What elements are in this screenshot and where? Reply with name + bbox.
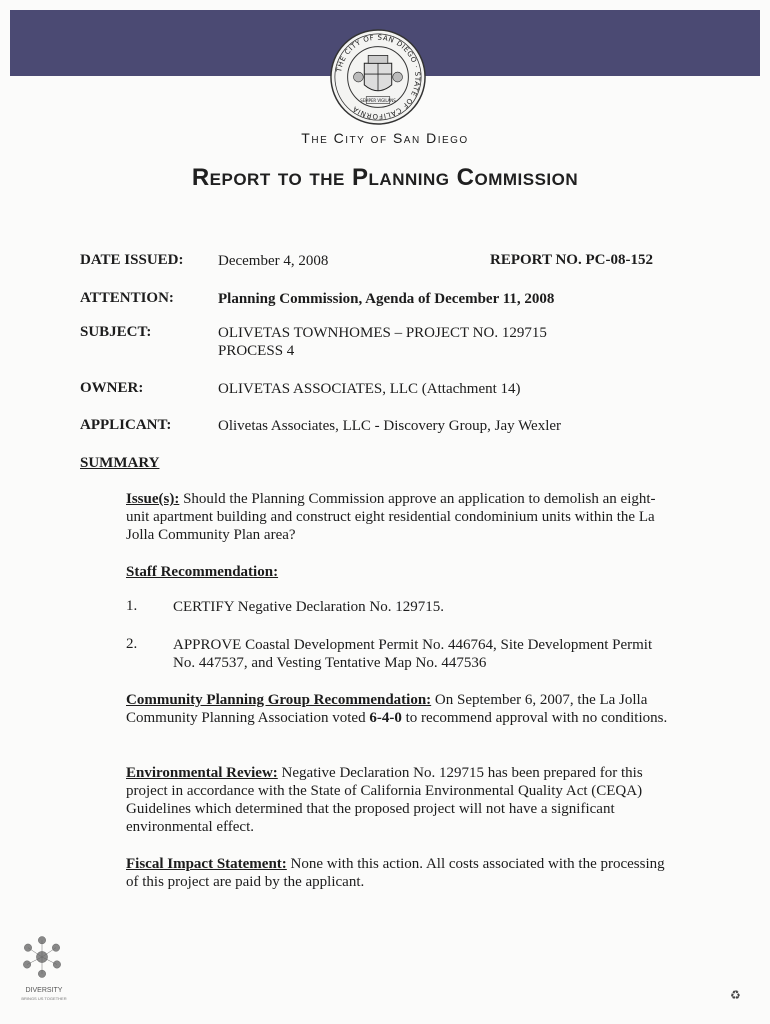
staff-item-1-number: 1. xyxy=(126,598,138,614)
attention-label: ATTENTION: xyxy=(80,290,174,306)
seal-ring-text: THE CITY OF SAN DIEGO · STATE OF CALIFORNIA xyxy=(334,32,423,122)
issues-text: Should the Planning Commission approve an application to demolish an eight-unit apartment building and construct eight residential condominium units within the La Jolla Community Plan area? xyxy=(126,491,656,543)
recycle-icon: ♻ xyxy=(730,988,741,1002)
cpg-paragraph xyxy=(126,691,671,727)
staff-item-2-text: APPROVE Coastal Development Permit No. 446764, Site Development Permit No. 447537, and Vesting Tentative Map No. 447536 xyxy=(173,637,653,671)
cpg-text-a: On September 6, 2007, the La Jolla Community Planning Association voted xyxy=(126,692,648,726)
environmental-label: Environmental Review: xyxy=(126,765,278,781)
staff-item-1-text: CERTIFY Negative Declaration No. 129715. xyxy=(173,599,444,615)
cpg-label: Community Planning Group Recommendation: xyxy=(126,692,432,708)
date-issued-label: DATE ISSUED: xyxy=(80,252,184,268)
city-seal-logo xyxy=(329,28,427,126)
attention-value: Planning Commission, Agenda of December 11, 2008 xyxy=(218,291,555,307)
report-title: Report to the Planning Commission xyxy=(191,164,579,191)
staff-item-2-number: 2. xyxy=(126,636,138,652)
issues-paragraph xyxy=(126,490,671,544)
staff-recommendation-heading xyxy=(126,563,671,581)
report-number: REPORT NO. PC-08-152 xyxy=(490,252,653,268)
city-title: The City of San Diego xyxy=(301,130,469,146)
subject-label: SUBJECT: xyxy=(80,324,152,340)
applicant-label: APPLICANT: xyxy=(80,417,172,433)
fiscal-label: Fiscal Impact Statement: xyxy=(126,856,287,872)
applicant-value: Olivetas Associates, LLC - Discovery Group, Jay Wexler xyxy=(218,418,562,434)
diversity-logo-icon xyxy=(14,928,70,986)
owner-label: OWNER: xyxy=(80,380,144,396)
issues-label: Issue(s): xyxy=(126,491,180,507)
subject-line-1: OLIVETAS TOWNHOMES – PROJECT NO. 129715 xyxy=(218,325,547,341)
seal-motto: SEMPER VIGILANS xyxy=(360,97,396,103)
date-issued-value: December 4, 2008 xyxy=(218,253,329,269)
diversity-subtitle: BRINGS US TOGETHER xyxy=(21,996,67,1001)
environmental-text: Negative Declaration No. 129715 has been prepared for this project in accordance with the State of California Environmental Quality Act (CEQA) Guidelines which determined that the proposed project will not have a significant environmental effect. xyxy=(126,765,643,835)
staff-recommendation-label: Staff Recommendation: xyxy=(126,564,279,580)
cpg-text-b: to recommend approval with no conditions. xyxy=(401,710,668,726)
fiscal-paragraph xyxy=(126,855,671,891)
environmental-paragraph xyxy=(126,764,671,836)
diversity-title: DIVERSITY xyxy=(25,987,63,994)
summary-heading: SUMMARY xyxy=(80,455,160,471)
subject-line-2: PROCESS 4 xyxy=(218,343,295,359)
diversity-label xyxy=(14,987,74,1003)
fiscal-text: None with this action. All costs associated with the processing of this project are paid by the applicant. xyxy=(126,856,665,890)
cpg-vote: 6-4-0 xyxy=(369,710,402,726)
owner-value: OLIVETAS ASSOCIATES, LLC (Attachment 14) xyxy=(218,381,521,397)
